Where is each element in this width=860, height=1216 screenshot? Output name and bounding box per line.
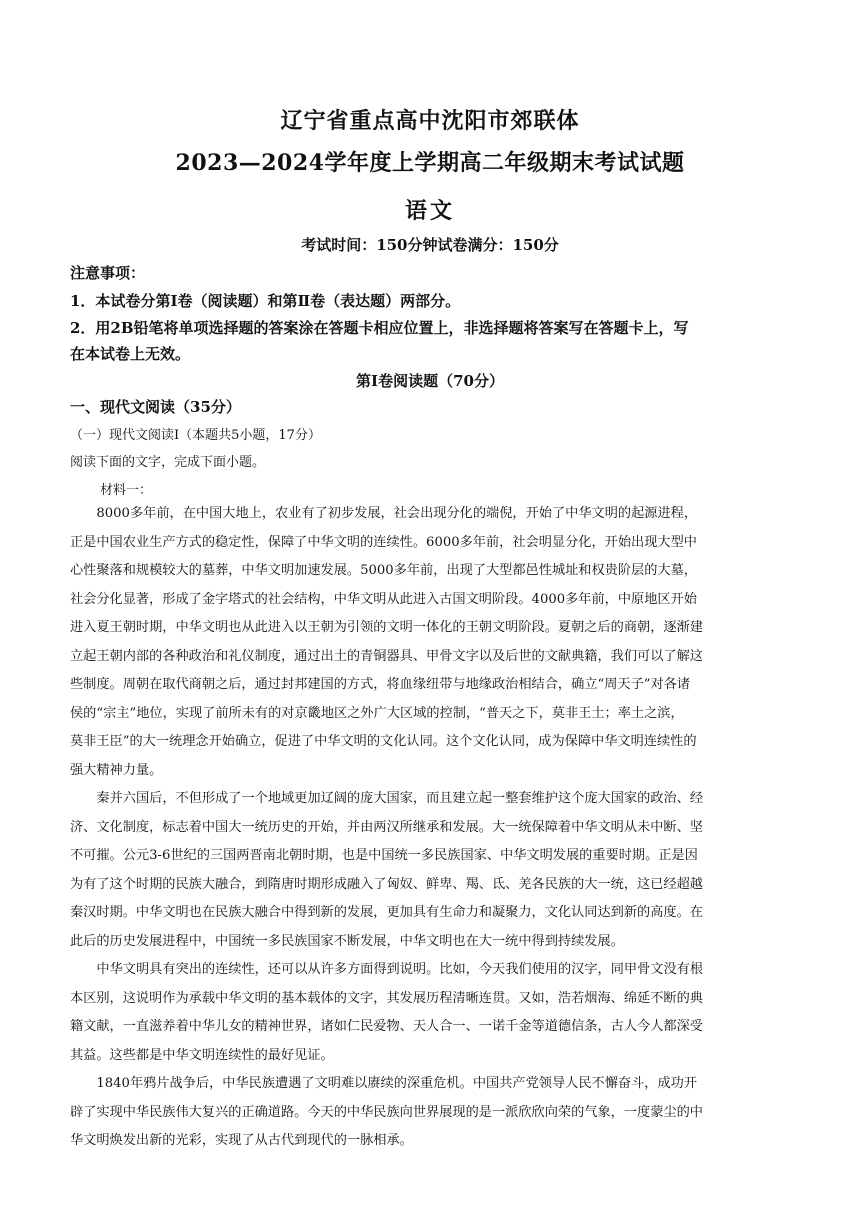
paragraph-line: 正是中国农业生产方式的稳定性，保障了中华文明的连续性。6000多年前，社会明显分化，开始出现大型中 [70, 534, 697, 550]
paragraph-line: 辟了实现中华民族伟大复兴的正确道路。今天的中华民族向世界展现的是一派欣欣向荣的气象，一度蒙尘的中 [70, 1104, 703, 1120]
paragraph-line: 立起王朝内部的各种政治和礼仪制度，通过出土的青铜器具、甲骨文字以及后世的文献典籍，我们可以了解这 [70, 648, 703, 664]
paragraph-line: 秦并六国后，不但形成了一个地域更加辽阔的庞大国家，而且建立起一整套维护这个庞大国家的政治、经 [96, 791, 704, 806]
paragraph-line: 些制度。周朝在取代商朝之后，通过封邦建国的方式，将血缘纽带与地缘政治相结合，确立“周天子”对各诸 [70, 677, 691, 692]
paragraph-1 [70, 500, 790, 785]
notes-item-2-line-2: 在本试卷上无效。 [70, 345, 191, 363]
exam-title: 2023—2024学年度上学期高二年级期末考试试题 [175, 150, 685, 176]
section1-heading: 一、现代文阅读（35分） [70, 398, 241, 416]
paragraph-3 [70, 956, 790, 1070]
paragraph-line: 其益。这些都是中华文明连续性的最好见证。 [70, 1047, 334, 1063]
paragraph-line: 华文明焕发出新的光彩，实现了从古代到现代的一脉相承。 [70, 1133, 413, 1148]
exam-time-info: 考试时间：150分钟试卷满分：150分 [301, 236, 559, 254]
notes-item-2-line-1: 2．用2B铅笔将单项选择题的答案涂在答题卡相应位置上，非选择题将答案写在答题卡上，写 [70, 319, 689, 337]
paragraph-4 [70, 1070, 790, 1156]
subsection-heading: （一）现代文阅读Ⅰ（本题共5小题，17分） [70, 428, 321, 443]
paragraph-line: 心性聚落和规模较大的墓葬，中华文明加速发展。5000多年前，出现了大型都邑性城址和权贵阶层的大墓， [70, 563, 697, 578]
paragraph-line: 不可摧。公元3-6世纪的三国两晋南北朝时期，也是中国统一多民族国家、中华文明发展的重要时期。正是因 [70, 848, 698, 863]
notes-heading: 注意事项： [70, 264, 146, 282]
paragraph-line: 济、文化制度，标志着中国大一统历史的开始，并由两汉所继承和发展。大一统保障着中华文明从未中断、坚 [70, 819, 703, 835]
paragraph-line: 本区别，这说明作为承载中华文明的基本载体的文字，其发展历程清晰连贯。又如，浩若烟海、绵延不断的典 [70, 990, 703, 1006]
paragraph-line: 进入夏王朝时期，中华文明也从此进入以王朝为引领的文明一体化的王朝文明阶段。夏朝之后的商朝，逐渐建 [70, 620, 703, 635]
paragraph-line: 侯的“宗主”地位，实现了前所未有的对京畿地区之外广大区域的控制，“普天之下，莫非王土；率土之滨， [70, 705, 684, 721]
subject-title: 语文 [404, 198, 455, 224]
paragraph-line: 强大精神力量。 [70, 762, 163, 778]
paragraph-line: 为有了这个时期的民族大融合，到隋唐时期形成融入了匈奴、鲜卑、羯、氐、羌各民族的大一统，这已经超越 [70, 876, 703, 892]
paragraph-line: 社会分化显著，形成了金字塔式的社会结构，中华文明从此进入古国文明阶段。4000多年前，中原地区开始 [70, 591, 697, 607]
notes-item-1: 1．本试卷分第Ⅰ卷（阅读题）和第Ⅱ卷（表达题）两部分。 [70, 292, 461, 310]
school-title: 辽宁省重点高中沈阳市郊联体 [280, 108, 580, 134]
paragraph-line: 籍文献，一直滋养着中华儿女的精神世界，诸如仁民爱物、天人合一、一诺千金等道德信条，古人今人都深受 [70, 1019, 703, 1034]
material-label: 材料一： [100, 483, 153, 498]
paragraph-line: 秦汉时期。中华文明也在民族大融合中得到新的发展，更加具有生命力和凝聚力，文化认同达到新的高度。在 [70, 905, 703, 920]
reading-instruction: 阅读下面的文字，完成下面小题。 [70, 455, 266, 470]
paragraph-line: 莫非王臣”的大一统理念开始确立，促进了中华文明的文化认同。这个文化认同，成为保障中华文明连续性的 [70, 734, 697, 749]
part1-title: 第Ⅰ卷阅读题（70分） [356, 372, 504, 390]
paragraph-line: 中华文明具有突出的连续性，还可以从许多方面得到说明。比如，今天我们使用的汉字，同甲骨文没有根 [96, 962, 704, 977]
paragraph-2 [70, 785, 790, 956]
paragraph-line: 此后的历史发展进程中，中国统一多民族国家不断发展，中华文明也在大一统中得到持续发展。 [70, 933, 624, 949]
paragraph-line: 8000多年前，在中国大地上，农业有了初步发展，社会出现分化的端倪，开始了中华文明的起源进程， [96, 506, 698, 521]
paragraph-line: 1840年鸦片战争后，中华民族遭遇了文明难以赓续的深重危机。中国共产党领导人民不懈奋斗，成功开 [96, 1076, 698, 1091]
